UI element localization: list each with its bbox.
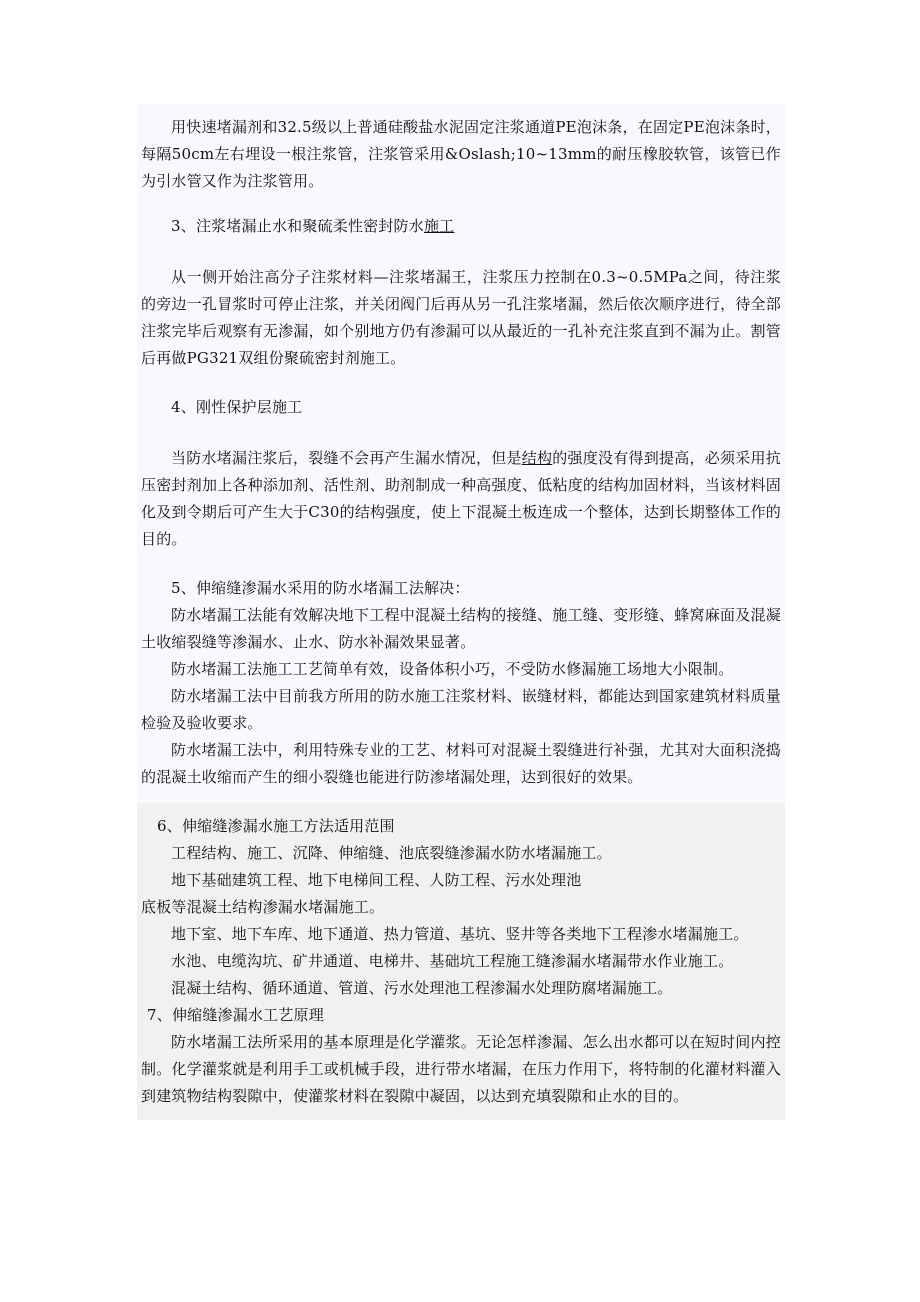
section-6-7 (137, 803, 785, 1120)
section-6-line-continued: 底板等混凝土结构渗漏水堵漏施工。 (141, 898, 385, 916)
section-5-paragraph: 防水堵漏工法中，利用特殊专业的工艺、材料可对混凝土裂缝进行补强，尤其对大面积浇捣的混凝土收缩而产生的细小裂缝也能进行防渗堵漏处理，达到很好的效果。 (141, 741, 781, 786)
section-7-heading: 7、伸缩缝渗漏水工艺原理 (147, 1006, 324, 1024)
section-4-structure-link[interactable]: 结构 (521, 449, 553, 467)
section-5-paragraph: 防水堵漏工法中目前我方所用的防水施工注浆材料、嵌缝材料，都能达到国家建筑材料质量检验及验收要求。 (141, 687, 781, 732)
section-4-paragraph (141, 445, 781, 553)
section-5 (137, 561, 785, 803)
section-4 (137, 380, 785, 561)
section-intro (137, 104, 785, 203)
section-3-paragraph: 从一侧开始注高分子注浆材料—注浆堵漏王，注浆压力控制在0.3~0.5MPa之间，待注浆的旁边一孔冒浆时可停止注浆，并关闭阀门后再从另一孔注浆堵漏，然后依次顺序进行，待全部注浆完毕后观察有无渗漏，如个别地方仍有渗漏可以从最近的一孔补充注浆直到不漏为止。割管后再做PG321双组份聚硫密封剂施工。 (141, 268, 781, 367)
section-6-heading: 6、伸缩缝渗漏水施工方法适用范围 (157, 817, 395, 835)
section-4-text-before: 当防水堵漏注浆后，裂缝不会再产生漏水情况，但是 (171, 449, 522, 467)
section-6-line: 水池、电缆沟坑、矿井通道、电梯井、基础坑工程施工缝渗漏水堵漏带水作业施工。 (171, 952, 734, 970)
section-3 (137, 203, 785, 380)
section-5-heading: 5、伸缩缝渗漏水采用的防水堵漏工法解决： (171, 579, 470, 597)
intro-paragraph: 用快速堵漏剂和32.5级以上普通硅酸盐水泥固定注浆通道PE泡沫条，在固定PE泡沫条时，每隔50cm左右埋设一根注浆管，注浆管采用&Oslash;10~13mm的耐压橡胶软管，该管已作为引水管又作为注浆管用。 (141, 118, 781, 190)
spacer (141, 240, 781, 264)
section-4-text-after: 的强度没有得到提高，必须采用抗压密封剂加上各种添加剂、活性剂、助剂制成一种高强度、低粘度的结构加固材料，当该材料固化及到令期后可产生大于C30的结构强度，使上下混凝土板连成一个整体，达到长期整体工作的目的。 (141, 449, 781, 548)
section-6-line: 混凝土结构、循环通道、管道、污水处理池工程渗漏水处理防腐堵漏施工。 (171, 979, 673, 997)
section-5-paragraph: 防水堵漏工法施工工艺简单有效，设备体积小巧，不受防水修漏施工场地大小限制。 (171, 660, 734, 678)
document-page (137, 104, 785, 1120)
section-6-line: 工程结构、施工、沉降、伸缩缝、池底裂缝渗漏水防水堵漏施工。 (171, 844, 612, 862)
section-3-heading-link[interactable]: 施工 (423, 217, 455, 235)
spacer (141, 421, 781, 445)
section-6-line: 地下基础建筑工程、地下电梯间工程、人防工程、污水处理池 (171, 871, 582, 889)
section-7-paragraph: 防水堵漏工法所采用的基本原理是化学灌浆。无论怎样渗漏、怎么出水都可以在短时间内控制。化学灌浆就是利用手工或机械手段，进行带水堵漏，在压力作用下，将特制的化灌材料灌入到建筑物结构裂隙中，使灌浆材料在裂隙中凝固，以达到充填裂隙和止水的目的。 (141, 1033, 781, 1105)
section-5-paragraph: 防水堵漏工法能有效解决地下工程中混凝土结构的接缝、施工缝、变形缝、蜂窝麻面及混凝土收缩裂缝等渗漏水、止水、防水补漏效果显著。 (141, 606, 781, 651)
section-4-heading: 4、刚性保护层施工 (171, 398, 303, 416)
section-6-line: 地下室、地下车库、地下通道、热力管道、基坑、竖井等各类地下工程渗水堵漏施工。 (171, 925, 749, 943)
section-3-heading (141, 213, 781, 240)
section-3-heading-text: 3、注浆堵漏止水和聚硫柔性密封防水 (171, 217, 424, 235)
